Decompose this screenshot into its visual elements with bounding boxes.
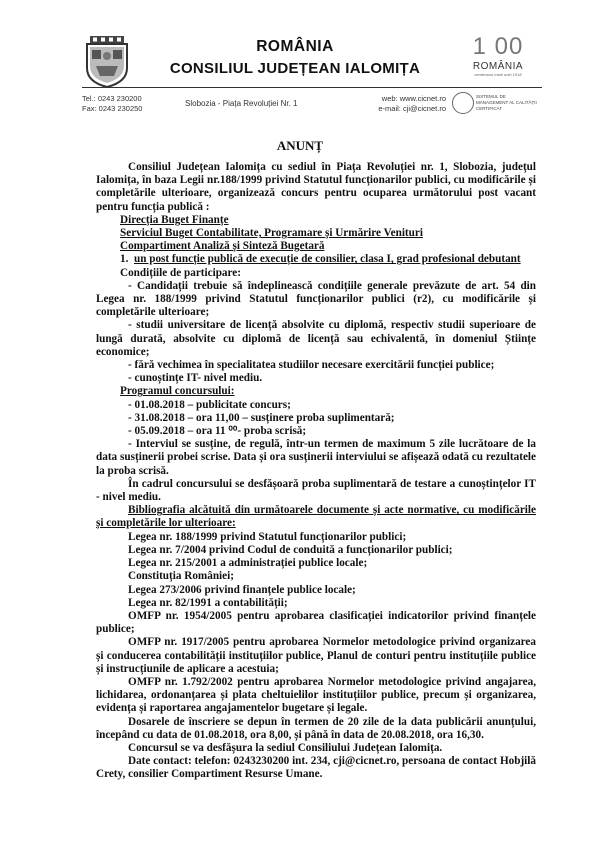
department-line-1: Direcția Buget Finanțe <box>120 213 229 226</box>
bibliography-item: Legea nr. 7/2004 privind Codul de conduită a funcționarilor publici; <box>128 543 453 556</box>
centenary-number: 1 00 <box>472 33 524 60</box>
position-text: un post funcție publică de execuție de consilier, clasa I, grad profesional debutant <box>134 253 521 266</box>
bibliography-item: Legea nr. 188/1999 privind Statutul funcționarilor publici; <box>128 530 407 543</box>
contact-details: Date contact: telefon: 0243230200 int. 234, cji@cicnet.ro, persoana de contact Hobjilă Crety, consilier Compartiment Resurse Umane. <box>96 755 536 781</box>
seal-text: SISTEMUL DE MANAGEMENT AL CALITĂȚII CERTIFICAT <box>476 94 537 111</box>
schedule-3: - 05.09.2018 – ora 11 ⁰⁰- proba scrisă; <box>128 425 307 438</box>
position-item <box>96 253 536 266</box>
schedule-2: - 31.08.2018 – ora 11,00 – susținere proba suplimentară; <box>128 411 395 424</box>
header-tel: Tel.: 0243 230200 <box>82 94 142 103</box>
header-address: Slobozia - Piața Revoluției Nr. 1 <box>185 99 298 108</box>
county-coat-of-arms-icon <box>84 36 130 88</box>
bibliography-item: Legea 273/2006 privind finanțele publice locale; <box>128 583 356 596</box>
quality-certification-seal <box>450 90 540 116</box>
header-country: ROMÂNIA <box>256 38 334 55</box>
condition-2: - studii universitare de licență absolvite cu diplomă, respectiv studii superioare de lungă durată, absolvite cu diplomă de licență sau echivalentă, în domeniul Științe economice; <box>96 319 536 358</box>
letterhead <box>0 0 600 120</box>
conditions-heading: Condițiile de participare: <box>120 266 241 279</box>
header-web: web: www.cicnet.ro <box>381 94 446 103</box>
bibliography-item: Legea nr. 215/2001 a administrației publice locale; <box>128 557 368 570</box>
supplementary-test: În cadrul concursului se desfășoară proba suplimentară de testare a cunoștințelor IT - nivel mediu. <box>96 477 536 504</box>
header-email: e-mail: cji@cicnet.ro <box>378 104 446 113</box>
condition-1: - Candidații trebuie să îndeplinească condițiile generale prevăzute de art. 54 din Legea nr. 188/1999 privind Statutul funcționarilor publici (r2), cu modificările și completările ulterioare; <box>96 279 536 319</box>
schedule-heading: Programul concursului: <box>120 385 235 398</box>
schedule-4: - Interviul se susține, de regulă, într-un termen de maximum 5 zile lucrătoare de la data susținerii probei scrise. Data și ora susținerii interviului se afișează odată cu rezultatele la proba scrisă. <box>96 438 536 477</box>
header-fax: Fax: 0243 230250 <box>82 104 143 113</box>
intro-paragraph: Consiliul Județean Ialomița cu sediul în Piața Revoluției nr. 1, Slobozia, județul Ialomița, în baza Legii nr.188/1999 privind Statutul funcționarilor publici, cu modificările și completările ulterioare, organizează concurs pentru ocuparea următorului post vacant pentru funcția publică : <box>96 161 536 213</box>
bibliography-item: OMFP nr. 1954/2005 pentru aprobarea clasificației indicatorilor privind finanțele publice; <box>96 609 536 636</box>
centenary-logo <box>458 33 538 95</box>
document-title: ANUNȚ <box>276 138 324 153</box>
position-number: 1. <box>120 253 129 266</box>
seal-ring-icon <box>452 92 474 114</box>
header-divider <box>82 87 542 88</box>
header-phone-block <box>82 94 142 114</box>
header-institution: CONSILIUL JUDEȚEAN IALOMIȚA <box>169 60 421 77</box>
schedule-1: - 01.08.2018 – publicitate concurs; <box>128 398 291 411</box>
department-line-3: Compartiment Analiză și Sinteză Bugetară <box>120 240 325 253</box>
condition-4: - cunoștințe IT- nivel mediu. <box>128 372 263 385</box>
centenary-label: ROMÂNIA <box>472 61 524 72</box>
bibliography-item: OMFP nr. 1917/2005 pentru aprobarea Normelor metodologice privind organizarea și conducerea contabilității instituțiilor publice, Planul de conturi pentru instituțiile publice și instrucțiunile de aplicare a acestuia; <box>96 636 536 675</box>
bibliography-item: Legea nr. 82/1991 a contabilității; <box>128 596 288 609</box>
bibliography-item: Constituția României; <box>128 570 234 583</box>
bibliography-item: OMFP nr. 1.792/2002 pentru aprobarea Normelor metodologice privind angajarea, lichidarea, ordonanțarea și plata cheltuielilor instituțiilor publice, precum și organizarea, evidența și raportarea angajamentelor bugetare și legale. <box>96 675 536 715</box>
document-body <box>96 161 536 782</box>
condition-3: - fără vechimea în specialitatea studiilor necesare exercitării funcției publice; <box>128 359 495 372</box>
application-deadline: Dosarele de înscriere se depun în termen de 20 zile de la data publicării anunțului, începând cu data de 01.08.2018, ora 8,00, și până în data de 20.08.2018, ora 16,30. <box>96 715 536 741</box>
bibliography-heading: Bibliografia alcătuită din următoarele documente și acte normative, cu modificările și completările lor ulterioare: <box>96 504 536 530</box>
department-line-2: Serviciul Buget Contabilitate, Programare și Urmărire Venituri <box>120 227 423 240</box>
centenary-sub: centenarul marii uniri 1918 <box>474 72 522 77</box>
exam-location: Concursul se va desfășura la sediul Consiliului Județean Ialomița. <box>128 741 443 754</box>
header-web-block <box>360 94 446 114</box>
